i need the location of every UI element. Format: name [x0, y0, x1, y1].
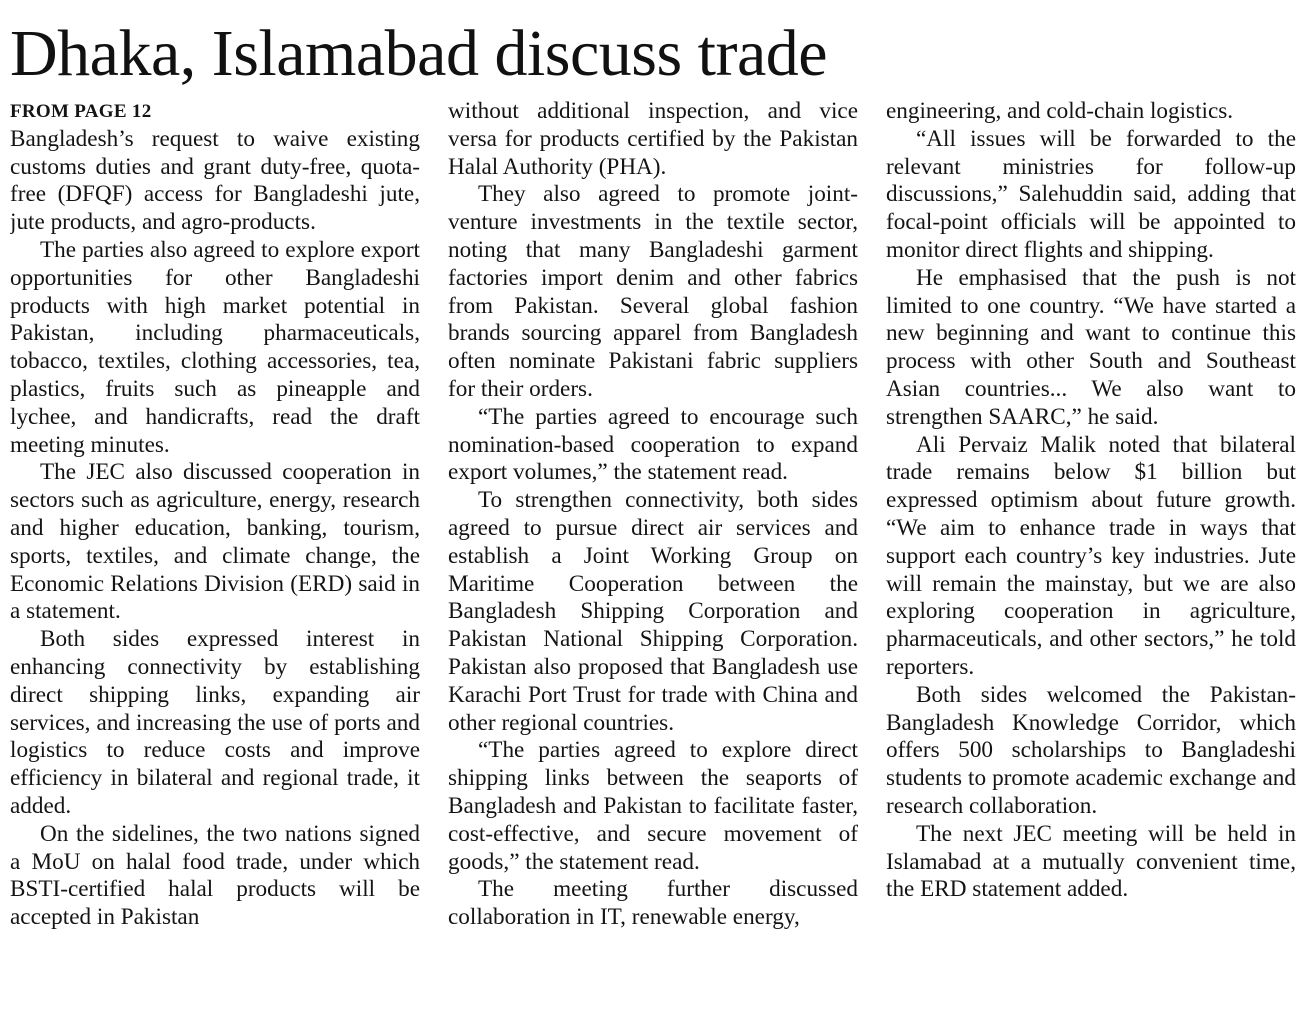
- paragraph: Ali Pervaiz Malik noted that bilateral trade remains below $1 billion but expressed optimism about future growth. “We aim to enhance trade in ways that support each country’s key industries. Jute will remain the mainstay, but we are also exploring cooperation in agriculture, pharmaceuticals, and other sectors,” he told reporters.: [886, 431, 1296, 680]
- paragraph: To strengthen connectivity, both sides agreed to pursue direct air services and establish a Joint Working Group on Maritime Cooperation between the Bangladesh Shipping Corporation and Pakistan National Shipping Corporation. Pakistan also proposed that Bangladesh use Karachi Port Trust for trade with China and other regional countries.: [448, 487, 858, 736]
- article-column-3: [886, 98, 1296, 1020]
- paragraph: Both sides welcomed the Pakistan-Bangladesh Knowledge Corridor, which offers 500 scholarships to Bangladeshi students to promote academic exchange and research collaboration.: [886, 681, 1296, 819]
- paragraph: “The parties agreed to encourage such nomination-based cooperation to expand export volumes,” the statement read.: [448, 403, 858, 486]
- headline: Dhaka, Islamabad discuss trade: [10, 17, 828, 90]
- paragraph: “The parties agreed to explore direct shipping links between the seaports of Bangladesh and Pakistan to facilitate faster, cost-effective, and secure movement of goods,” the statement read.: [448, 737, 858, 875]
- paragraph: without additional inspection, and vice versa for products certified by the Pakistan Halal Authority (PHA).: [448, 98, 858, 180]
- article-column-1: [10, 98, 420, 1020]
- paragraph: The JEC also discussed cooperation in sectors such as agriculture, energy, research and higher education, banking, tourism, sports, textiles, and climate change, the Economic Relations Division (ERD) said in a statement.: [10, 459, 420, 625]
- paragraph: On the sidelines, the two nations signed a MoU on halal food trade, under which BSTI-certified halal products will be accepted in Pakistan: [10, 820, 420, 931]
- paragraph: The next JEC meeting will be held in Islamabad at a mutually convenient time, the ERD statement added.: [886, 820, 1296, 903]
- article-column-2: [448, 98, 858, 1020]
- paragraph: The meeting further discussed collaboration in IT, renewable energy,: [448, 876, 858, 931]
- paragraph: They also agreed to promote joint-venture investments in the textile sector, noting that many Bangladeshi garment factories import denim and other fabrics from Pakistan. Several global fashion brands sourcing apparel from Bangladesh often nominate Pakistani fabric suppliers for their orders.: [448, 181, 858, 402]
- kicker-from-page: FROM PAGE 12: [10, 101, 152, 122]
- paragraph: The parties also agreed to explore export opportunities for other Bangladeshi products with high market potential in Pakistan, including pharmaceuticals, tobacco, textiles, clothing accessories, tea, plastics, fruits such as pineapple and lychee, and handicrafts, read the draft meeting minutes.: [10, 236, 420, 458]
- paragraph: Bangladesh’s request to waive existing customs duties and grant duty-free, quota-free (DFQF) access for Bangladeshi jute, jute products, and agro-products.: [10, 125, 420, 236]
- paragraph: He emphasised that the push is not limited to one country. “We have started a new beginning and want to continue this process with other South and Southeast Asian countries... We also want to strengthen SAARC,” he said.: [886, 264, 1296, 430]
- paragraph: Both sides expressed interest in enhancing connectivity by establishing direct shipping links, expanding air services, and increasing the use of ports and logistics to reduce costs and improve efficiency in bilateral and regional trade, it added.: [10, 626, 420, 819]
- paragraph: engineering, and cold-chain logistics.: [886, 98, 1234, 124]
- paragraph: “All issues will be forwarded to the relevant ministries for follow-up discussions,” Salehuddin said, adding that focal-point officials will be appointed to monitor direct flights and shipping.: [886, 125, 1296, 263]
